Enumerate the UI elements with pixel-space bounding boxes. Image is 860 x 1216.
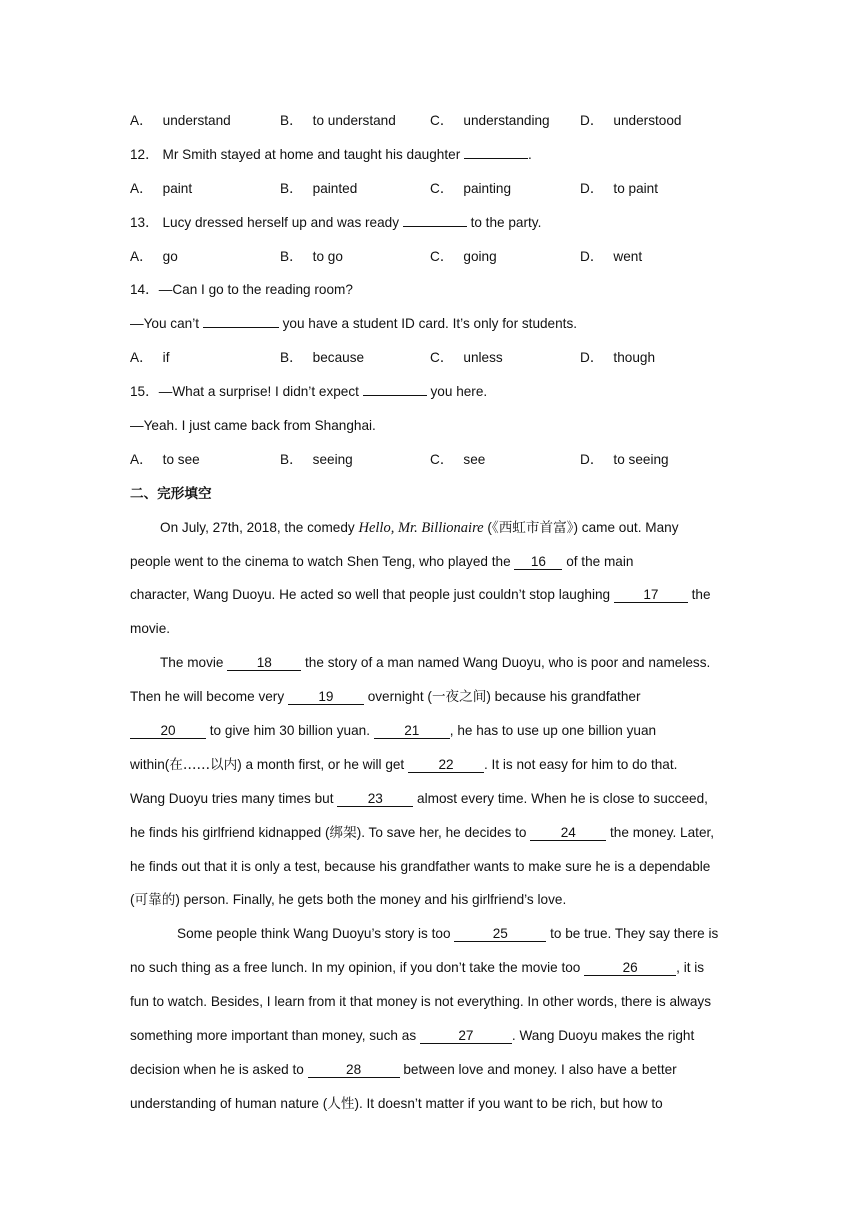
q12-option-d: D． to paint <box>580 180 659 196</box>
passage-line: On July, 27th, 2018, the comedy Hello, Mr. Billionaire (《西虹市首富》) came out. Many <box>160 519 679 536</box>
q15-dialogue: —Yeah. I just came back from Shanghai. <box>130 418 376 434</box>
q14-option-c: C． unless <box>430 350 503 366</box>
q15-stem: 15．—What a surprise! I didn’t expect you here. <box>130 384 488 400</box>
passage-line: Wang Duoyu tries many times but 23 almost every time. When he is close to succeed, <box>130 790 708 806</box>
q11-option-b: B． to understand <box>280 113 396 128</box>
blank-27: 27 <box>420 1028 512 1044</box>
movie-title-en: Hello, Mr. Billionaire <box>358 519 484 536</box>
blank-21: 21 <box>374 723 450 739</box>
q12-stem: 12． Mr Smith stayed at home and taught his daughter . <box>130 146 532 162</box>
blank-16: 16 <box>514 554 562 570</box>
passage-line: The movie 18 the story of a man named Wang Duoyu, who is poor and nameless. <box>160 655 711 671</box>
q13-option-c: C． going <box>430 248 497 264</box>
q11-option-a: A． understand <box>130 113 231 128</box>
q15-option-c: C． see <box>430 451 486 467</box>
passage-line: no such thing as a free lunch. In my opinion, if you don’t take the movie too 26 , it is <box>130 960 705 976</box>
q12-option-a: A． paint <box>130 180 193 196</box>
passage-line: character, Wang Duoyu. He acted so well that people just couldn’t stop laughing 17 the <box>130 587 711 603</box>
blank-23: 23 <box>337 791 413 807</box>
q13-stem: 13． Lucy dressed herself up and was ready to the party. <box>130 214 542 230</box>
q12-options <box>130 179 735 213</box>
q11-option-c: C． understanding <box>430 113 550 128</box>
blank-17: 17 <box>614 587 688 603</box>
blank-28: 28 <box>308 1062 400 1078</box>
passage-line: 20 to give him 30 billion yuan. 21 , he has to use up one billion yuan <box>130 721 735 755</box>
q13-options <box>130 247 735 281</box>
q14-option-b: B． because <box>280 350 365 366</box>
blank-24: 24 <box>530 825 606 841</box>
q13-blank <box>403 226 467 227</box>
q11-options <box>130 111 735 145</box>
blank-19: 19 <box>288 689 364 705</box>
blank-18: 18 <box>227 655 301 671</box>
passage-line: fun to watch. Besides, I learn from it that money is not everything. In other words, there is always <box>130 994 712 1010</box>
passage-line: he finds his girlfriend kidnapped (绑架). To save her, he decides to 24 the money. Later, <box>130 824 715 841</box>
q12-blank <box>464 158 528 159</box>
q14-option-a: A． if <box>130 350 170 366</box>
q13-option-b: B． to go <box>280 248 343 264</box>
q15-option-d: D． to seeing <box>580 451 669 467</box>
blank-22: 22 <box>408 757 484 773</box>
q11-option-d: D． understood <box>580 113 682 128</box>
q14-options <box>130 348 735 382</box>
passage-line: he finds out that it is only a test, because his grandfather wants to make sure he is a dependable <box>130 858 711 874</box>
document-content <box>130 111 735 1128</box>
q13-option-a: A． go <box>130 248 178 264</box>
q14-option-d: D． though <box>580 350 655 366</box>
passage-line: Some people think Wang Duoyu’s story is too 25 to be true. They say there is <box>177 926 719 942</box>
q15-option-a: A． to see <box>130 451 200 467</box>
section-title: 二、完形填空 <box>130 485 212 501</box>
passage-line: Then he will become very 19 overnight (一夜之间) because his grandfather <box>130 689 641 706</box>
q12-option-b: B． painted <box>280 180 358 196</box>
passage-line: understanding of human nature (人性). It doesn’t matter if you want to be rich, but how to <box>130 1095 663 1112</box>
passage-line: within(在……以内) a month first, or he will get 22 . It is not easy for him to do that. <box>130 756 678 773</box>
blank-25: 25 <box>454 926 546 942</box>
movie-title-cn: 《西虹市首富》 <box>491 519 574 536</box>
q12-option-c: C． painting <box>430 180 512 196</box>
passage-line: something more important than money, such as 27 . Wang Duoyu makes the right <box>130 1028 695 1044</box>
blank-26: 26 <box>584 960 676 976</box>
q15-blank <box>363 395 427 396</box>
passage-line: people went to the cinema to watch Shen Teng, who played the 16 of the main <box>130 553 634 569</box>
q14-dialogue: —You can’t you have a student ID card. It’s only for students. <box>130 316 578 332</box>
q15-options <box>130 450 735 484</box>
passage-line: (可靠的) person. Finally, he gets both the money and his girlfriend’s love. <box>130 892 567 909</box>
q14-blank <box>203 327 279 328</box>
q14-stem: 14．—Can I go to the reading room? <box>130 282 353 298</box>
blank-20: 20 <box>130 723 206 739</box>
passage-line: decision when he is asked to 28 between love and money. I also have a better <box>130 1061 677 1077</box>
passage-line: movie. <box>130 621 171 637</box>
q15-option-b: B． seeing <box>280 451 353 467</box>
q13-option-d: D． went <box>580 248 643 264</box>
